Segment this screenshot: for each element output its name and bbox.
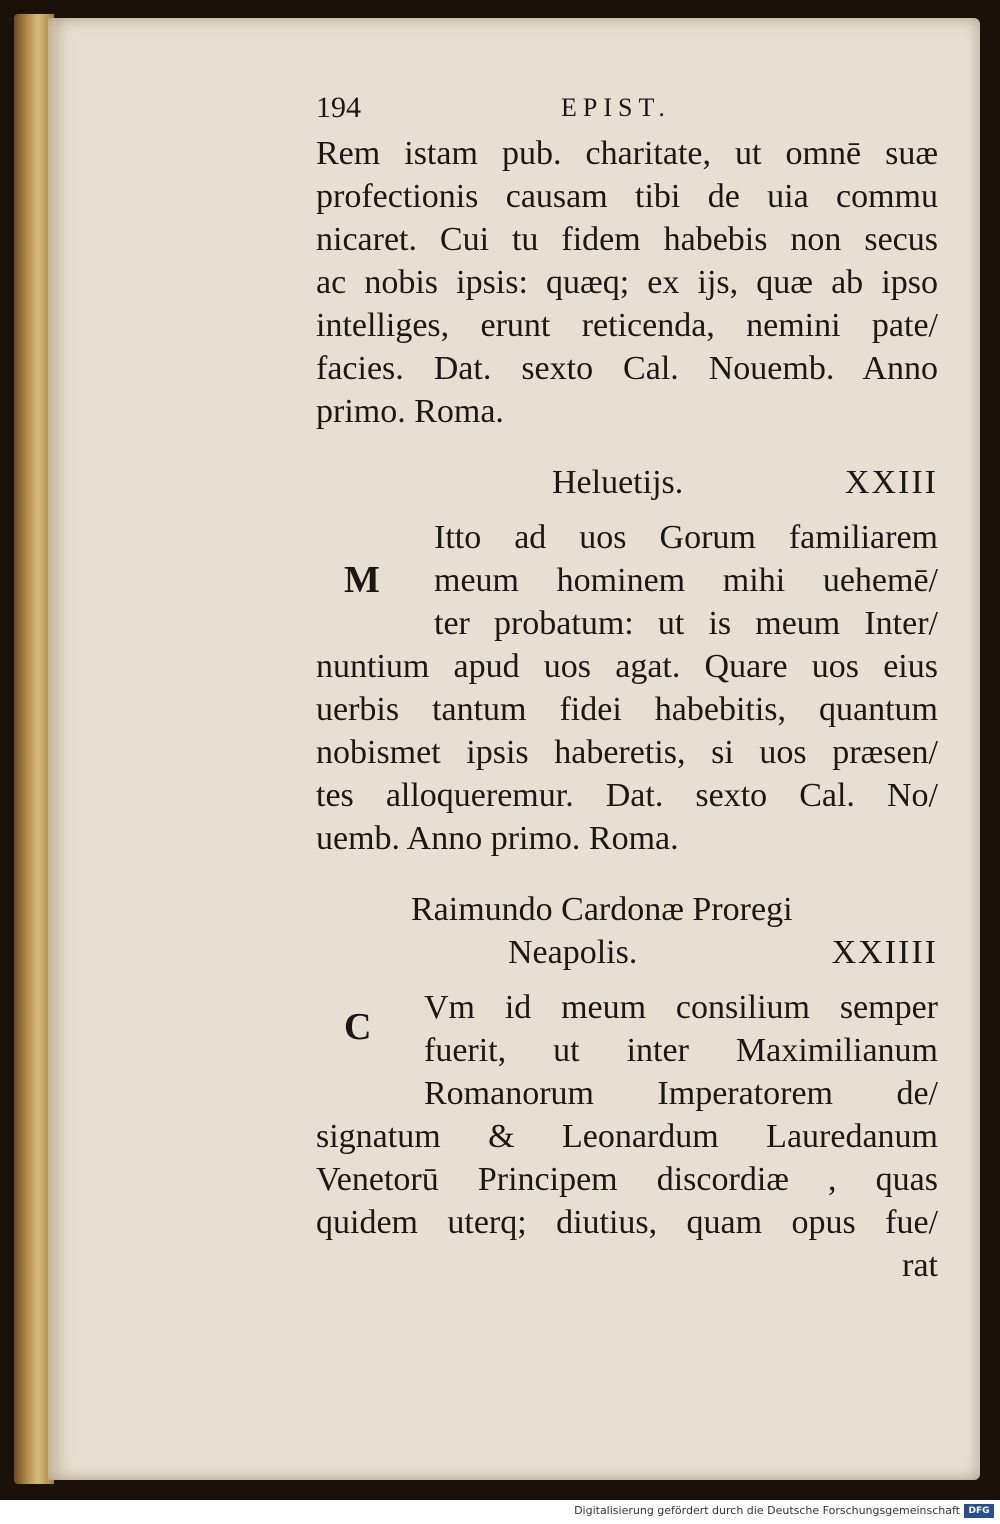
text-line: nuntium apud uos agat. Quare uos eius <box>316 648 938 685</box>
initial-letter: C <box>344 1006 372 1048</box>
letter-heading <box>316 888 938 931</box>
text-line: uemb. Anno primo. Roma. <box>316 820 679 857</box>
text-line: nicaret. Cui tu fidem habebis non secus <box>316 221 938 258</box>
text-line: nobismet ipsis haberetis, si uos præsen/ <box>316 734 938 771</box>
running-head: EPIST. <box>561 93 671 122</box>
letter-body <box>316 516 938 860</box>
initial-letter: M <box>344 559 380 601</box>
text-line: Venetorū Principem discordiæ , quas <box>316 1161 938 1198</box>
text-line: meum hominem mihi uehemē/ <box>434 562 938 599</box>
dfg-logo-icon: DFG <box>964 1504 994 1518</box>
text-line: intelliges, erunt reticenda, nemini pate/ <box>316 307 938 344</box>
text-line: facies. Dat. sexto Cal. Nouemb. Anno <box>316 350 938 387</box>
folio-number: 194 <box>316 91 361 124</box>
heading-text: Heluetijs. <box>552 464 684 501</box>
letter-heading <box>316 931 938 974</box>
letter-number: XXIIII <box>831 934 938 971</box>
text-line: ter probatum: ut is meum Inter/ <box>434 605 938 642</box>
catchword: rat <box>902 1247 938 1284</box>
text-line: quidem uterq; diutius, quam opus fue/ <box>316 1204 938 1241</box>
funding-credit: Digitalisierung gefördert durch die Deutsche Forschungsgemeinschaft <box>574 1504 960 1517</box>
text-line: profectionis causam tibi de uia commu <box>316 178 938 215</box>
text-line: uerbis tantum fidei habebitis, quantum <box>316 691 938 728</box>
text-line: Rem istam pub. charitate, ut omnē suæ <box>316 135 938 172</box>
text-line: ac nobis ipsis: quæq; ex ijs, quæ ab ipso <box>316 264 938 301</box>
text-line: signatum & Leonardum Lauredanum <box>316 1118 938 1155</box>
text-line: Romanorum Imperatorem de/ <box>424 1075 938 1112</box>
page-header <box>316 84 938 132</box>
letter-number: XXIII <box>844 464 938 501</box>
text-line: primo. Roma. <box>316 393 504 430</box>
letter-heading <box>316 461 938 504</box>
text-line: Vm id meum consilium semper <box>424 989 938 1026</box>
footer-bar <box>0 1500 1000 1524</box>
text-block <box>316 84 938 1287</box>
text-line: fuerit, ut inter Maximilianum <box>424 1032 938 1069</box>
heading-text: Raimundo Cardonæ Proregi <box>411 891 793 928</box>
letter-body <box>316 986 938 1287</box>
text-line: Itto ad uos Gorum familiarem <box>434 519 938 556</box>
letter-ending <box>316 132 938 433</box>
heading-text: Neapolis. <box>508 934 638 971</box>
text-line: tes alloqueremur. Dat. sexto Cal. No/ <box>316 777 938 814</box>
